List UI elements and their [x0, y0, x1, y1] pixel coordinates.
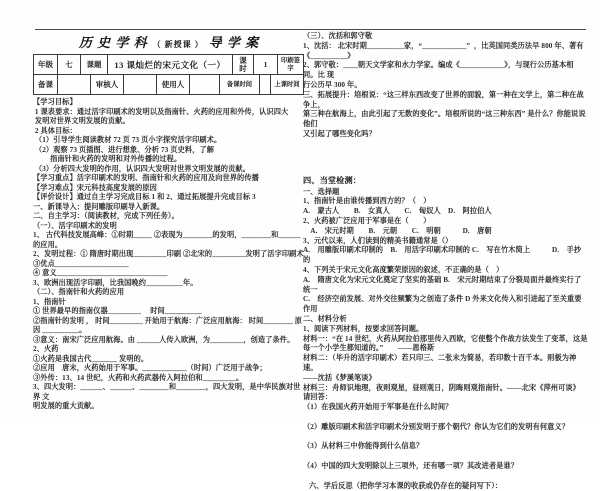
reviewer-value: [124, 75, 157, 94]
title-course-type: （ 新授课 ）: [152, 40, 204, 49]
grade-label: 年级: [34, 55, 58, 74]
topic-value: 13 课灿烂的宋元文化（一）: [108, 55, 233, 74]
info-table: [33, 54, 304, 95]
reflection-section: 六、学后反思（把你学习本课的收获或仍存在的疑问写下）：: [309, 481, 503, 490]
title-subject: 历 史 学 科: [78, 35, 148, 50]
learning-objectives-section: 【学习目标】 1 课表要求：通过活字印刷术的发明以及指南针、火药的应用和外传，认识四大 发明对世界文明发展的贡献。 2 具体目标： （1）引导学生阅读教材 72 页 73 页小字探究活字印刷术。 （2）观察 73 页插图、进行想象、分析 73 页史料，了解 指南针和火药的发明和对外传播的过程。 （3）分析四大发明的作用，认识四大发明对世界文明发展的贡献。 【学习重点】活字印刷术的发明、指南针和火药的应用及向世界的传播 【学习难点】宋元科技高度发展的原因 【评价设计】通过自主学习完成目标 1 和 2、通过拓展提升完成目标 3 一、新课导入：提问雕版印刷导入新课。 二、自主学习：（阅读教材，完成下列任务）。: [33, 98, 289, 220]
quiz-heading: 四、当堂检测：: [303, 175, 362, 185]
reviewer-label: 审核人: [91, 75, 124, 94]
print-sign-label: 印刷签字: [281, 56, 300, 72]
prep-time-label: 备课时间: [220, 75, 260, 94]
info-table-row2: [34, 74, 303, 94]
period-label: 课 时: [233, 55, 254, 74]
grade-value: 七: [58, 55, 81, 74]
self-study-section: （一）、活字印刷术的发明 1、 古代科技发展高峰：①时期_____ ②表现为________的发明，________和______ 的应用。 2、发明过程：① 隋唐时期出现_________印刷 ②北宋的_________发明了活字印刷术 ③优点____________________ ④ 意义______________________________ 3、欧洲出现活字印刷，比我国晚约__________年。 （二）、指南针和火药的应用 1、指南针 ① 世界最早的指南仪器_________ 时间__________ ②指南针的发明 ， 时间_________ 开始用于航海：广泛应用航海： 时间________ 原 因 __________。 ③意义：南宋广泛应用航海。由 ______人传入欧洲，为_________，创造了条件。 2、火药 ①火药是我国古代_______ 发明的。 ②应用 唐末，火药始用于军事。____________（时间）广泛用于战争； ③外传：13、14 世纪，火药和火药武器传入阿拉伯和_________。 3、四大发明：______、______、________和________，四大发明，是中华民族对世界 文 明发展的重大贡献。: [33, 221, 304, 410]
topic-label: 课题: [81, 55, 108, 74]
left-column: [33, 31, 305, 412]
top-divider-rule: [35, 29, 586, 30]
user-value: [190, 75, 220, 94]
prep-time-value: [260, 75, 271, 94]
page-title: [33, 32, 305, 52]
right-column: [303, 32, 588, 491]
class-time-label: 上课时间: [274, 80, 300, 88]
shenkuo-guoshoujing-section: （三）、沈括和郭守敬 1、沈括： 北宋时期__________家，“____________” ，比英国同类历法早 800 年、著有 《__________》 2、郭守敬：____朝天文学家和水力学家。编成《____________》，与现行公历基本相同。比 现 行公历早 300 年。 三、拓展提升：培根说：“这三样东西改变了世界的面貌，第一种在文学上，第二种在战争上， 第三种在航海上，由此引起了无数的变化”。培根所说的“这三种东西” 是什么？你能说说他们 又引起了哪些变化吗？: [303, 32, 586, 138]
quiz-body: 一、选择题 1、指南针是由谁传播到西方的？（ ） A. 蒙古人 B. 女真人 C. 匈奴人 D. 阿拉伯人 2、火药被广泛应用于军事是在（ ） A. 宋元时期 B. 元朝 C. 明朝 D. 唐朝 3、元代以来，人们读到的精美书籍通常是（） A. 用雕版印刷术印制的 B. 用活字印刷术印制的 C. 写在竹木简上 D. 手抄的 4、下列关于宋元文化高度繁荣原因的叙述，不正确的是（ ） A. 隋唐文化为宋元文化奠定了坚实的基础 B. 宋元时期结束了分裂局面并最终实行了统一 C. 经济空前发展、对外交往频繁为之创造了条件 D 外来文化传入和引进起了至关重要作用 二、材料分析 1、阅读下列材料，按要求回答问题。 材料一：“在 14 世纪，火药从阿拉伯那里传入西欧，它使整个作战方法发生了变革，这是 每一个小学生都知道的。” ——恩格斯 材料二：（毕升的活字印刷术）若只印三、二张未为简易，若印数十百千本。则极为神速。 ——沈括《梦溪笔谈》 材料三：舟师识地理，夜则观星，昼则观日，阴晦则观指南针。——北宋《萍州可谈》 请回答： （1）在我国火药开始用于军事是在什么时间？ （2）雕版印刷术和活字印刷术分别发明于那个朝代？你认为它们的发明有何意义？ （3）从材料三中你能得到什么信息？ （4）中国的四大发明除以上三项外，还有哪一项？其改进者是谁？: [303, 187, 588, 470]
user-label: 使用人: [157, 75, 190, 94]
title-guide: 导 学 案: [208, 35, 260, 50]
period-value: 1: [254, 55, 278, 74]
prep-label: 备课: [34, 75, 58, 94]
prep-value: [58, 75, 91, 94]
info-table-row1: [34, 55, 303, 74]
